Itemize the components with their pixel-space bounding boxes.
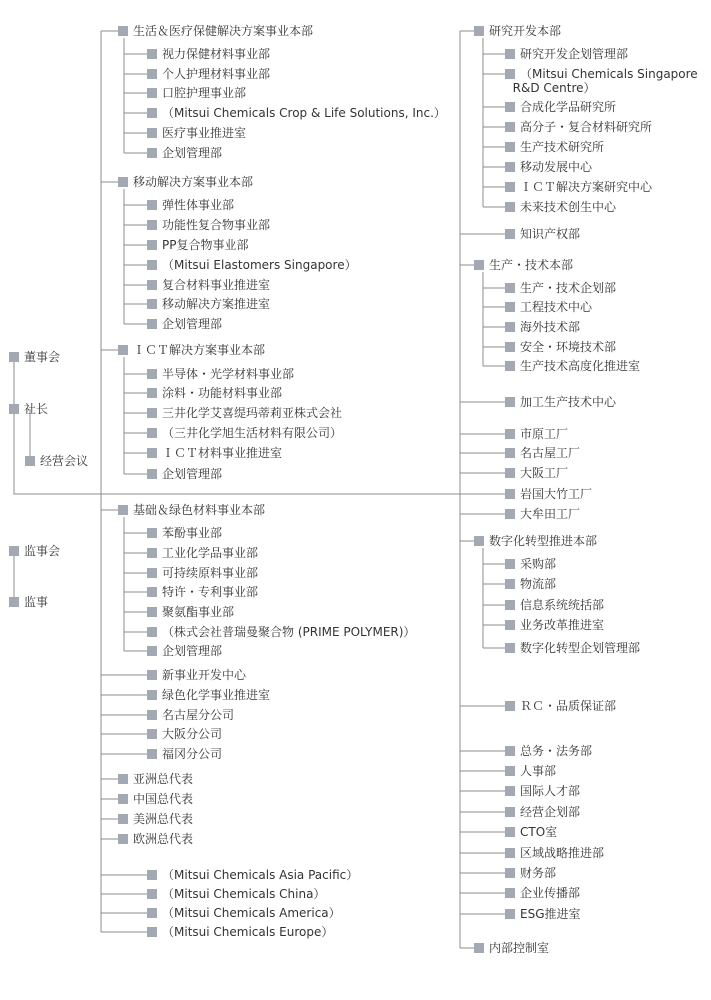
node-marker xyxy=(147,299,157,309)
production-division-title: 生产・技术本部 xyxy=(474,258,573,272)
internal-control-office: 内部控制室 xyxy=(474,941,549,955)
regional-rep: 欧洲总代表 xyxy=(118,832,193,846)
dx-item: 采购部 xyxy=(505,557,556,571)
rd-item: 研究开发企划管理部 xyxy=(505,47,628,61)
other-unit: 绿色化学事业推进室 xyxy=(147,688,270,702)
dx-item: 物流部 xyxy=(505,577,556,591)
node-marker xyxy=(505,579,515,589)
affiliate: （Mitsui Chemicals Europe） xyxy=(147,925,333,939)
node-marker xyxy=(474,26,484,36)
node-marker xyxy=(118,834,128,844)
node-marker xyxy=(505,229,515,239)
corporate-item: 区域战略推进部 xyxy=(505,846,604,860)
node-marker xyxy=(505,342,515,352)
auditor-node: 监事 xyxy=(9,595,48,609)
node-marker xyxy=(147,369,157,379)
dx-item: 信息系统统括部 xyxy=(505,598,604,612)
node-marker xyxy=(505,643,515,653)
node-marker xyxy=(505,600,515,610)
production-item: 生产・技术企划部 xyxy=(505,281,616,295)
node-marker xyxy=(505,102,515,112)
node-marker xyxy=(505,322,515,332)
node-marker xyxy=(147,88,157,98)
node-marker xyxy=(474,536,484,546)
node-marker xyxy=(505,827,515,837)
ict-item: 涂料・功能材料事业部 xyxy=(147,386,282,400)
corporate-item: 财务部 xyxy=(505,866,556,880)
affiliate: （Mitsui Chemicals Asia Pacific） xyxy=(147,868,358,882)
corporate-item: 经营企划部 xyxy=(505,805,580,819)
node-marker xyxy=(9,546,19,556)
node-marker xyxy=(147,607,157,617)
ict-division-title: ＩＣＴ解决方案事业本部 xyxy=(118,343,265,357)
node-marker xyxy=(505,202,515,212)
node-marker xyxy=(147,280,157,290)
works-item: 岩国大竹工厂 xyxy=(505,487,592,501)
node-marker xyxy=(505,701,515,711)
node-marker xyxy=(147,319,157,329)
node-marker xyxy=(147,729,157,739)
node-marker xyxy=(147,220,157,230)
node-marker xyxy=(505,69,515,79)
node-marker xyxy=(147,128,157,138)
board-node: 董事会 xyxy=(9,350,60,364)
basic-item: 企划管理部 xyxy=(147,644,222,658)
mobility-item: （Mitsui Elastomers Singapore） xyxy=(147,258,357,272)
node-marker xyxy=(505,302,515,312)
node-marker xyxy=(147,870,157,880)
health-item: 企划管理部 xyxy=(147,146,222,160)
basic-item: （株式会社普瑞曼聚合物 (PRIME POLYMER)） xyxy=(147,625,415,639)
node-marker xyxy=(147,148,157,158)
works-item: 大牟田工厂 xyxy=(505,507,580,521)
president-node: 社长 xyxy=(9,402,48,416)
mobility-item: 企划管理部 xyxy=(147,317,222,331)
node-marker xyxy=(474,260,484,270)
node-marker xyxy=(505,468,515,478)
health-item: 口腔护理事业部 xyxy=(147,86,246,100)
corporate-item: 国际人才部 xyxy=(505,784,580,798)
node-marker xyxy=(147,240,157,250)
corporate-item: ESG推进室 xyxy=(505,907,581,921)
mobility-item: 移动解决方案推进室 xyxy=(147,297,270,311)
works-item: 市原工厂 xyxy=(505,427,568,441)
production-item: 安全・环境技术部 xyxy=(505,340,616,354)
node-marker xyxy=(147,710,157,720)
ict-item: （三井化学旭生活材料有限公司） xyxy=(147,426,342,440)
rd-item: 移动发展中心 xyxy=(505,160,592,174)
node-marker xyxy=(147,690,157,700)
node-marker xyxy=(25,456,35,466)
node-marker xyxy=(147,69,157,79)
other-unit: 福冈分公司 xyxy=(147,747,222,761)
node-marker xyxy=(147,927,157,937)
node-marker xyxy=(147,469,157,479)
corporate-item: 企业传播部 xyxy=(505,886,580,900)
node-marker xyxy=(505,122,515,132)
node-marker xyxy=(9,352,19,362)
node-marker xyxy=(505,786,515,796)
corporate-item: CTO室 xyxy=(505,825,557,839)
node-marker xyxy=(118,26,128,36)
node-marker xyxy=(147,889,157,899)
health-item: 医疗事业推进室 xyxy=(147,126,246,140)
node-marker xyxy=(147,568,157,578)
rd-item: 生产技术研究所 xyxy=(505,140,604,154)
node-marker xyxy=(505,283,515,293)
ict-item: ＩＣＴ材料事业推进室 xyxy=(147,446,282,460)
health-item: （Mitsui Chemicals Crop & Life Solutions, Inc.） xyxy=(147,106,446,120)
node-marker xyxy=(505,429,515,439)
node-marker xyxy=(147,428,157,438)
node-marker xyxy=(505,888,515,898)
production-item: 生产技术高度化推进室 xyxy=(505,359,640,373)
basic-item: 聚氨酯事业部 xyxy=(147,605,234,619)
health-division-title: 生活＆医疗保健解决方案事业本部 xyxy=(118,24,313,38)
node-marker xyxy=(147,627,157,637)
production-item: 工程技术中心 xyxy=(505,300,592,314)
node-marker xyxy=(147,260,157,270)
node-marker xyxy=(505,559,515,569)
node-marker xyxy=(505,746,515,756)
basic-item: 特许・专利事业部 xyxy=(147,585,258,599)
rd-item: 高分子・复合材料研究所 xyxy=(505,120,652,134)
node-marker xyxy=(118,814,128,824)
node-marker xyxy=(118,177,128,187)
node-marker xyxy=(118,774,128,784)
node-marker xyxy=(147,528,157,538)
node-marker xyxy=(9,404,19,414)
corporate-item: 总务・法务部 xyxy=(505,744,592,758)
node-marker xyxy=(505,807,515,817)
regional-rep: 美洲总代表 xyxy=(118,812,193,826)
node-marker xyxy=(147,448,157,458)
node-marker xyxy=(505,620,515,630)
node-marker xyxy=(147,200,157,210)
node-marker xyxy=(147,646,157,656)
rd-item: ＩＣＴ解决方案研究中心 xyxy=(505,180,652,194)
dx-division-title: 数字化转型推进本部 xyxy=(474,534,597,548)
basic-item: 苯酚事业部 xyxy=(147,526,222,540)
management-meeting-node: 经营会议 xyxy=(25,454,88,468)
other-unit: 名古屋分公司 xyxy=(147,708,234,722)
ict-item: 三井化学艾喜缇玛蒂莉亚株式会社 xyxy=(147,406,342,420)
basic-division-title: 基础＆绿色材料事业本部 xyxy=(118,503,265,517)
node-marker xyxy=(505,766,515,776)
node-marker xyxy=(147,388,157,398)
mobility-item: 功能性复合物事业部 xyxy=(147,218,270,232)
node-marker xyxy=(474,943,484,953)
health-item: 视力保健材料事业部 xyxy=(147,47,270,61)
node-marker xyxy=(505,489,515,499)
node-marker xyxy=(505,848,515,858)
node-marker xyxy=(505,397,515,407)
processing-center: 加工生产技术中心 xyxy=(505,395,616,409)
node-marker xyxy=(505,182,515,192)
node-marker xyxy=(147,587,157,597)
node-marker xyxy=(118,505,128,515)
node-marker xyxy=(147,108,157,118)
dx-item: 业务改革推进室 xyxy=(505,618,604,632)
affiliate: （Mitsui Chemicals China） xyxy=(147,887,325,901)
node-marker xyxy=(147,908,157,918)
dx-item: 数字化转型企划管理部 xyxy=(505,641,640,655)
node-marker xyxy=(147,670,157,680)
node-marker xyxy=(147,49,157,59)
production-item: 海外技术部 xyxy=(505,320,580,334)
node-marker xyxy=(505,448,515,458)
mobility-item: 弹性体事业部 xyxy=(147,198,234,212)
other-unit: 新事业开发中心 xyxy=(147,668,246,682)
basic-item: 工业化学品事业部 xyxy=(147,546,258,560)
basic-item: 可持续原料事业部 xyxy=(147,566,258,580)
node-marker xyxy=(505,361,515,371)
node-marker xyxy=(505,142,515,152)
works-item: 名古屋工厂 xyxy=(505,446,580,460)
ip-department: 知识产权部 xyxy=(505,227,580,241)
node-marker xyxy=(505,49,515,59)
regional-rep: 亚洲总代表 xyxy=(118,772,193,786)
node-marker xyxy=(505,909,515,919)
auditors-board-node: 监事会 xyxy=(9,544,60,558)
rd-division-title: 研究开发本部 xyxy=(474,24,561,38)
mobility-division-title: 移动解决方案事业本部 xyxy=(118,175,253,189)
node-marker xyxy=(9,597,19,607)
node-marker xyxy=(505,868,515,878)
rd-item: （Mitsui Chemicals Singapore R&D Centre） xyxy=(505,67,698,95)
node-marker xyxy=(147,408,157,418)
rc-quality-department: ＲＣ・品质保证部 xyxy=(505,699,616,713)
node-marker xyxy=(505,509,515,519)
regional-rep: 中国总代表 xyxy=(118,792,193,806)
other-unit: 大阪分公司 xyxy=(147,727,222,741)
ict-item: 企划管理部 xyxy=(147,467,222,481)
health-item: 个人护理材料事业部 xyxy=(147,67,270,81)
node-marker xyxy=(147,749,157,759)
node-marker xyxy=(118,345,128,355)
corporate-item: 人事部 xyxy=(505,764,556,778)
ict-item: 半导体・光学材料事业部 xyxy=(147,367,294,381)
affiliate: （Mitsui Chemicals America） xyxy=(147,906,341,920)
works-item: 大阪工厂 xyxy=(505,466,568,480)
mobility-item: 复合材料事业推进室 xyxy=(147,278,270,292)
node-marker xyxy=(118,794,128,804)
rd-item: 合成化学品研究所 xyxy=(505,100,616,114)
rd-item: 未来技术创生中心 xyxy=(505,200,616,214)
mobility-item: PP复合物事业部 xyxy=(147,238,248,252)
node-marker xyxy=(147,548,157,558)
node-marker xyxy=(505,162,515,172)
